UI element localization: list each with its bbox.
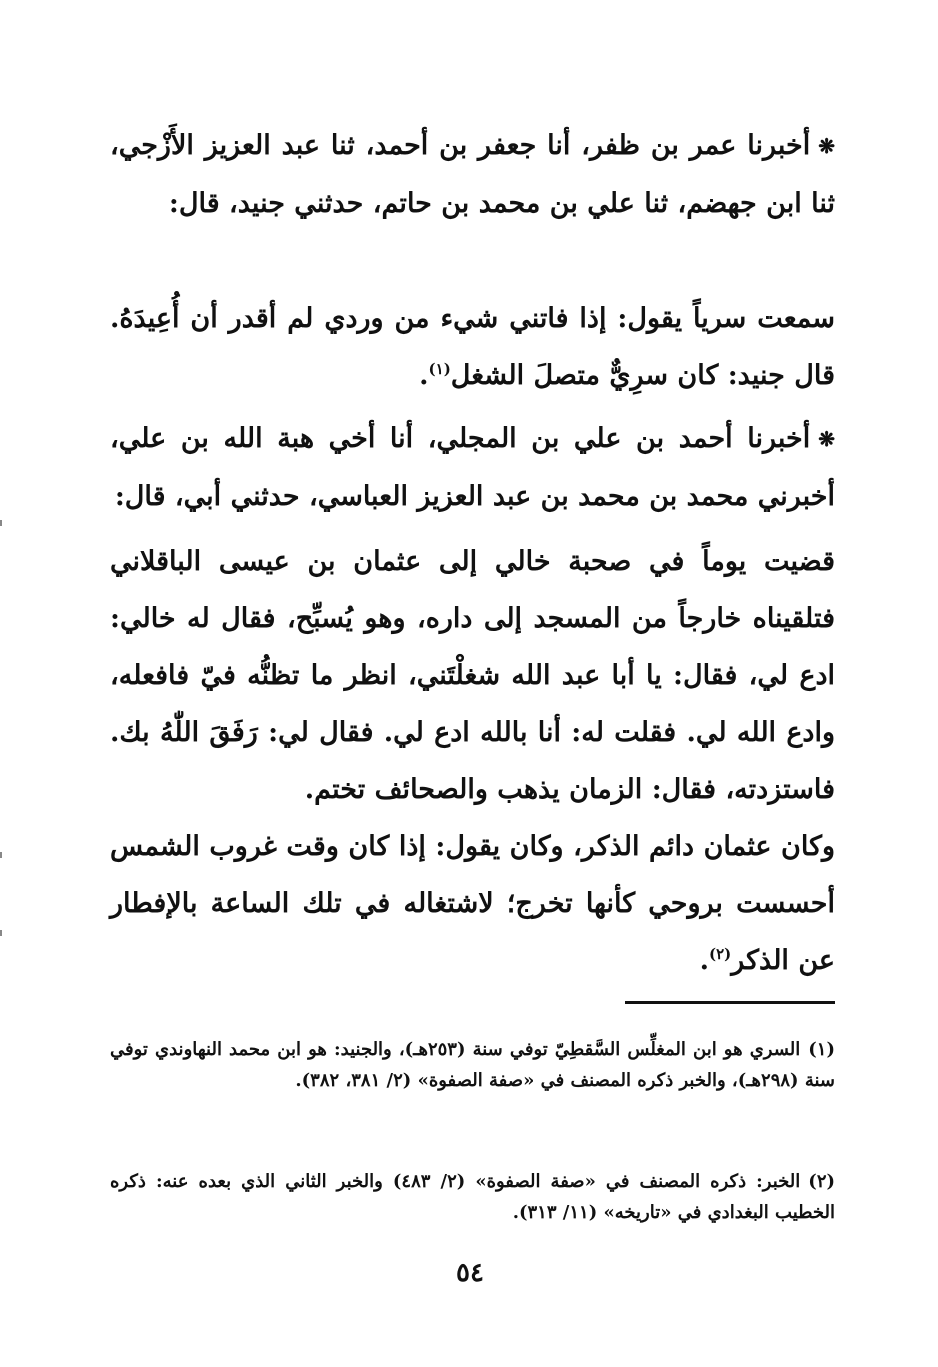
- paragraph-1-text: أخبرنا عمر بن ظفر، أنا جعفر بن أحمد، ثنا عبد العزيز الأَزْجي، ثنا ابن جهضم، ثنا علي بن محمد بن حاتم، حدثني جنيد، قال:: [110, 130, 835, 219]
- margin-mark: [0, 852, 2, 858]
- footnote-2-number: (٢): [808, 1171, 836, 1192]
- footnote-divider: [625, 1001, 835, 1004]
- margin-mark: [0, 930, 2, 936]
- paragraph-1: [110, 117, 835, 232]
- paragraph-2-text: سمعت سرياً يقول: إذا فاتني شيء من وردي لم أقدر أن أُعِيدَهُ. قال جنيد: كان سرِيٌّ متصلَ الشغل: [110, 303, 835, 391]
- paragraph-4: [110, 533, 835, 818]
- paragraph-5-text: وكان عثمان دائم الذكر، وكان يقول: إذا كان وقت غروب الشمس أحسست بروحي كأنها تخرج؛ لاشتغاله في تلك الساعة بالإفطار عن الذكر: [110, 831, 835, 976]
- paragraph-3: [110, 410, 835, 525]
- page-number: ٥٤: [456, 1258, 484, 1288]
- footnote-1-text: السري هو ابن المغلِّس السَّقطِيّ توفي سنة (٢٥٣هـ)، والجنيد: هو ابن محمد النهاوندي توفي سنة (٢٩٨هـ)، والخبر ذكره المصنف في «صفة الصفوة» (٢/ ٣٨١، ٣٨٢).: [110, 1039, 835, 1091]
- footnote-ref-2[interactable]: (٢): [709, 945, 732, 963]
- footnote-2-text: الخبر: ذكره المصنف في «صفة الصفوة» (٢/ ٤٨٣) والخبر الثاني الذي بعده عنه: ذكره الخطيب البغدادي في «تاريخه» (١١/ ٣١٣).: [110, 1171, 835, 1223]
- footnote-2: [110, 1166, 835, 1228]
- paragraph-5: [110, 818, 835, 989]
- paragraph-5-end: .: [699, 945, 709, 976]
- paragraph-4-text: قضيت يوماً في صحبة خالي إلى عثمان بن عيسى الباقلاني فتلقيناه خارجاً من المسجد إلى داره، وهو يُسبِّح، فقال له خالي: ادع لي، فقال: يا أبا عبد الله شغلْتَني، انظر ما تظنُّه فيّ فافعله، وادع الله لي. فقلت له: أنا بالله ادع لي. فقال لي: رَفَقَ اللّٰهُ بك. فاستزدته، فقال: الزمان يذهب والصحائف تختم.: [110, 546, 835, 805]
- paragraph-2: [110, 290, 835, 404]
- footnote-1: [110, 1034, 835, 1096]
- flower-bullet-icon: ❋: [818, 134, 835, 158]
- footnote-ref-1[interactable]: (١): [428, 360, 451, 378]
- flower-bullet-icon: ❋: [818, 427, 835, 451]
- margin-mark: [0, 520, 2, 526]
- footnote-1-number: (١): [808, 1039, 835, 1060]
- paragraph-3-text: أخبرنا أحمد بن علي بن المجلي، أنا أخي هبة الله بن علي، أخبرني محمد بن محمد بن عبد العزيز العباسي، حدثني أبي، قال:: [110, 423, 835, 512]
- paragraph-2-end: .: [419, 360, 429, 391]
